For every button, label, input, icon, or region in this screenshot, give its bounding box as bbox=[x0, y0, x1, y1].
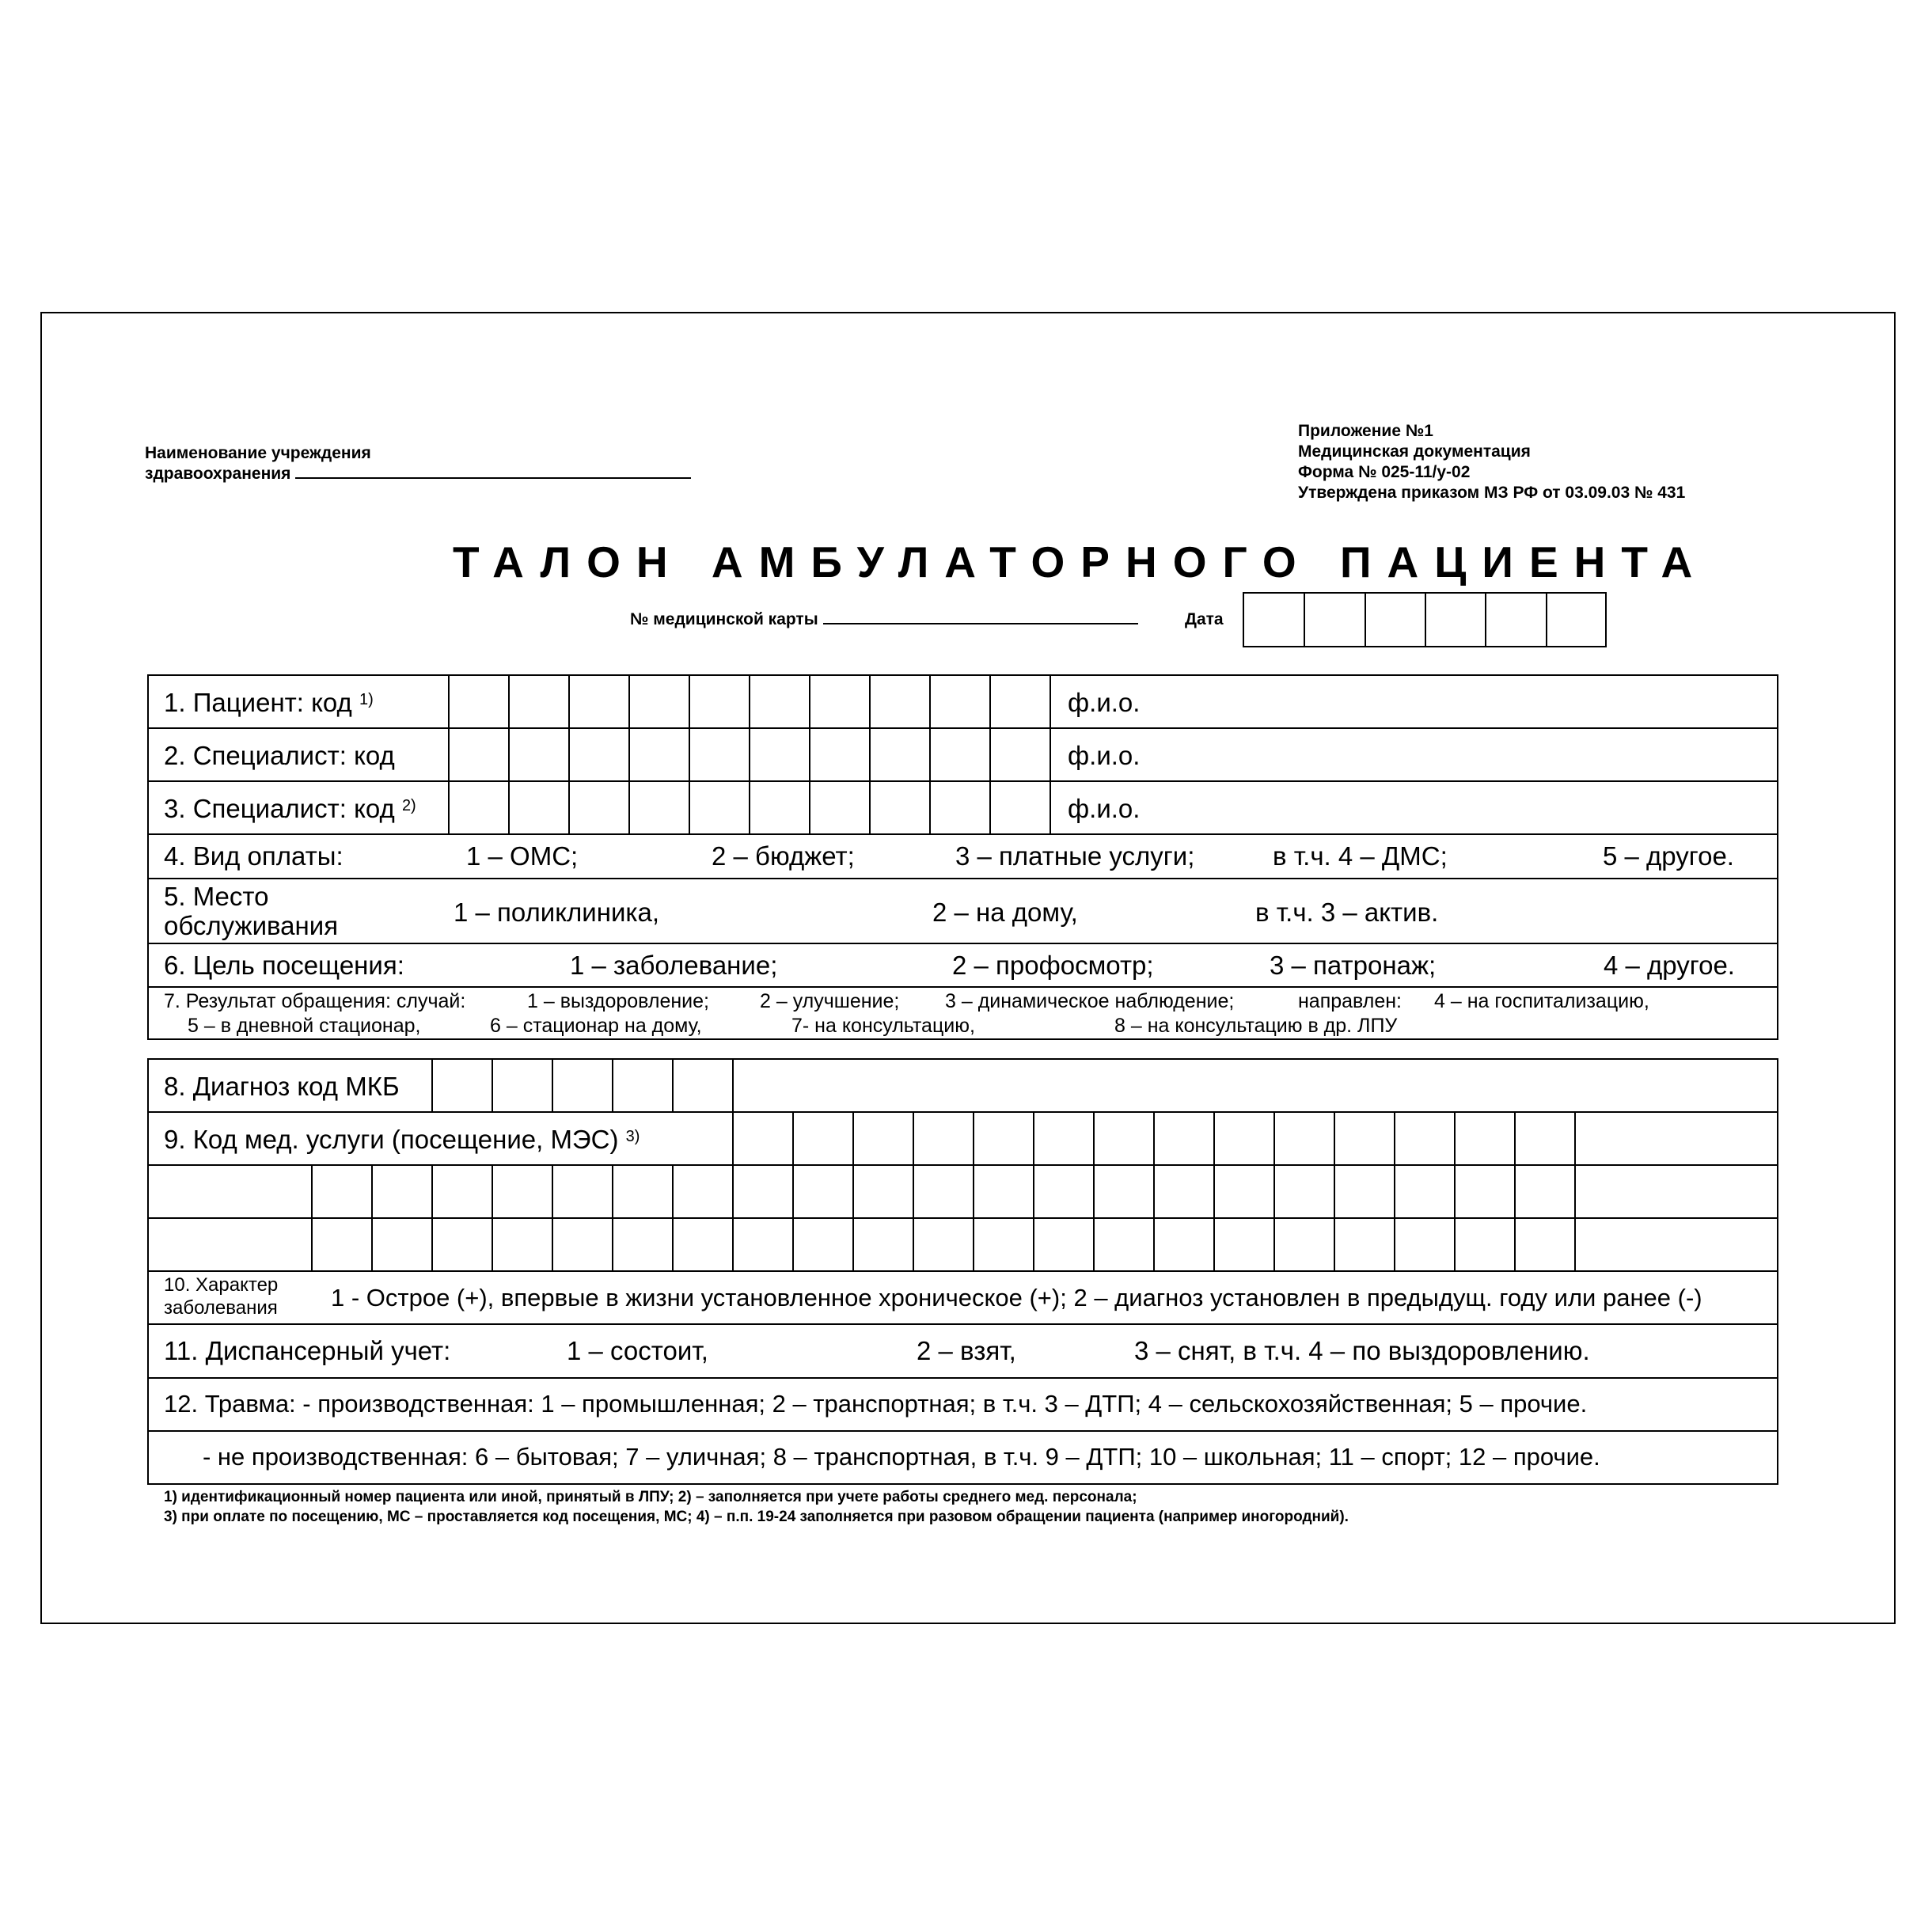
dispensary-label: 11. Диспансерный учет: bbox=[164, 1336, 451, 1365]
page-title: ТАЛОН АМБУЛАТОРНОГО ПАЦИЕНТА bbox=[453, 537, 1709, 586]
place-option-active: в т.ч. 3 – актив. bbox=[1255, 898, 1439, 927]
visit-purpose-label: 6. Цель посещения: bbox=[164, 951, 404, 980]
result-option-5: 5 – в дневной стационар, bbox=[188, 1015, 421, 1037]
result-directed-label: направлен: bbox=[1298, 990, 1403, 1012]
institution-field[interactable] bbox=[295, 477, 691, 479]
form-number-text: Форма № 025-11/у-02 bbox=[1298, 463, 1471, 481]
row-patient-label bbox=[164, 689, 374, 717]
payment-option-dms: в т.ч. 4 – ДМС; bbox=[1273, 841, 1448, 871]
place-option-home: 2 – на дому, bbox=[932, 898, 1078, 927]
patient-code-label: 1. Пациент: код bbox=[164, 688, 352, 717]
card-number-field[interactable] bbox=[823, 623, 1138, 624]
disease-nature-options: 1 - Острое (+), впервые в жизни установленное хроническое (+); 2 – диагноз установлен в предыдущ. году или ранее (-) bbox=[331, 1284, 1702, 1311]
payment-option-budget: 2 – бюджет; bbox=[712, 841, 855, 871]
appendix-text: Приложение №1 bbox=[1298, 422, 1433, 440]
institution-line2: здравоохранения bbox=[145, 465, 291, 483]
dispensary-option-1: 1 – состоит, bbox=[567, 1336, 708, 1365]
result-option-4: 4 – на госпитализацию, bbox=[1434, 990, 1649, 1012]
result-option-8: 8 – на консультацию в др. ЛПУ bbox=[1114, 1015, 1398, 1037]
dispensary-option-3: 3 – снят, в т.ч. 4 – по выздоровлению. bbox=[1134, 1336, 1590, 1365]
form-info bbox=[1298, 421, 1685, 503]
disease-nature-label-2: заболевания bbox=[164, 1297, 278, 1319]
specialist2-code-label: 3. Специалист: код bbox=[164, 794, 395, 823]
service-place-label-2: обслуживания bbox=[164, 911, 339, 940]
diagnosis-code-label: 8. Диагноз код МКБ bbox=[164, 1072, 400, 1101]
card-number bbox=[630, 609, 1138, 630]
specialist-fio-label: ф.и.о. bbox=[1068, 741, 1141, 770]
service-code-row-label bbox=[164, 1125, 640, 1154]
row-specialist2-label bbox=[164, 795, 416, 823]
patient-fio-label: ф.и.о. bbox=[1068, 688, 1141, 717]
footnote-marker-2: 2) bbox=[401, 797, 416, 814]
result-option-1: 1 – выздоровление; bbox=[527, 990, 709, 1012]
footnote-1: 1) идентификационный номер пациента или иной, принятый в ЛПУ; 2) – заполняется при учете работы среднего мед. персонала; bbox=[164, 1489, 1137, 1505]
payment-option-other: 5 – другое. bbox=[1603, 841, 1734, 871]
payment-option-oms: 1 – ОМС; bbox=[466, 841, 579, 871]
purpose-option-other: 4 – другое. bbox=[1604, 951, 1735, 980]
payment-label: 4. Вид оплаты: bbox=[164, 841, 344, 871]
institution-line1: Наименование учреждения bbox=[145, 444, 371, 462]
purpose-option-disease: 1 – заболевание; bbox=[570, 951, 778, 980]
trauma-industrial: 12. Травма: - производственная: 1 – промышленная; 2 – транспортная; в т.ч. 3 – ДТП; 4 – сельскохозяйственная; 5 – прочие. bbox=[164, 1390, 1588, 1418]
purpose-option-patronage: 3 – патронаж; bbox=[1270, 951, 1437, 980]
result-label: 7. Результат обращения: случай: bbox=[164, 990, 466, 1012]
date-label: Дата bbox=[1185, 610, 1224, 628]
result-option-2: 2 – улучшение; bbox=[760, 990, 900, 1012]
trauma-non-industrial: - не производственная: 6 – бытовая; 7 – уличная; 8 – транспортная, в т.ч. 9 – ДТП; 10 – школьная; 11 – спорт; 12 – прочие. bbox=[203, 1443, 1600, 1471]
result-option-6: 6 – стационар на дому, bbox=[490, 1015, 702, 1037]
service-code-label: 9. Код мед. услуги (посещение, МЭС) bbox=[164, 1125, 619, 1154]
specialist-code-label: 2. Специалист: код bbox=[164, 741, 395, 770]
specialist2-fio-label: ф.и.о. bbox=[1068, 794, 1141, 823]
place-option-clinic: 1 – поликлиника, bbox=[454, 898, 660, 927]
purpose-option-checkup: 2 – профосмотр; bbox=[952, 951, 1154, 980]
institution-label bbox=[145, 443, 691, 484]
footnote-marker-1: 1) bbox=[359, 691, 374, 708]
result-option-3: 3 – динамическое наблюдение; bbox=[945, 990, 1235, 1012]
disease-nature-label-1: 10. Характер bbox=[164, 1274, 279, 1296]
footnote-marker-3: 3) bbox=[625, 1128, 640, 1145]
payment-option-paid: 3 – платные услуги; bbox=[955, 841, 1195, 871]
approved-text: Утверждена приказом МЗ РФ от 03.09.03 № 431 bbox=[1298, 484, 1686, 502]
card-number-label: № медицинской карты bbox=[630, 610, 818, 628]
dispensary-option-2: 2 – взят, bbox=[917, 1336, 1016, 1365]
service-place-label-1: 5. Место bbox=[164, 882, 269, 911]
footnote-2: 3) при оплате по посещению, МС – проставляется код посещения, МС; 4) – п.п. 19-24 заполняется при разовом обращении пациента (например иногородний). bbox=[164, 1509, 1349, 1525]
result-option-7: 7- на консультацию, bbox=[791, 1015, 975, 1037]
med-docs-text: Медицинская документация bbox=[1298, 442, 1531, 461]
